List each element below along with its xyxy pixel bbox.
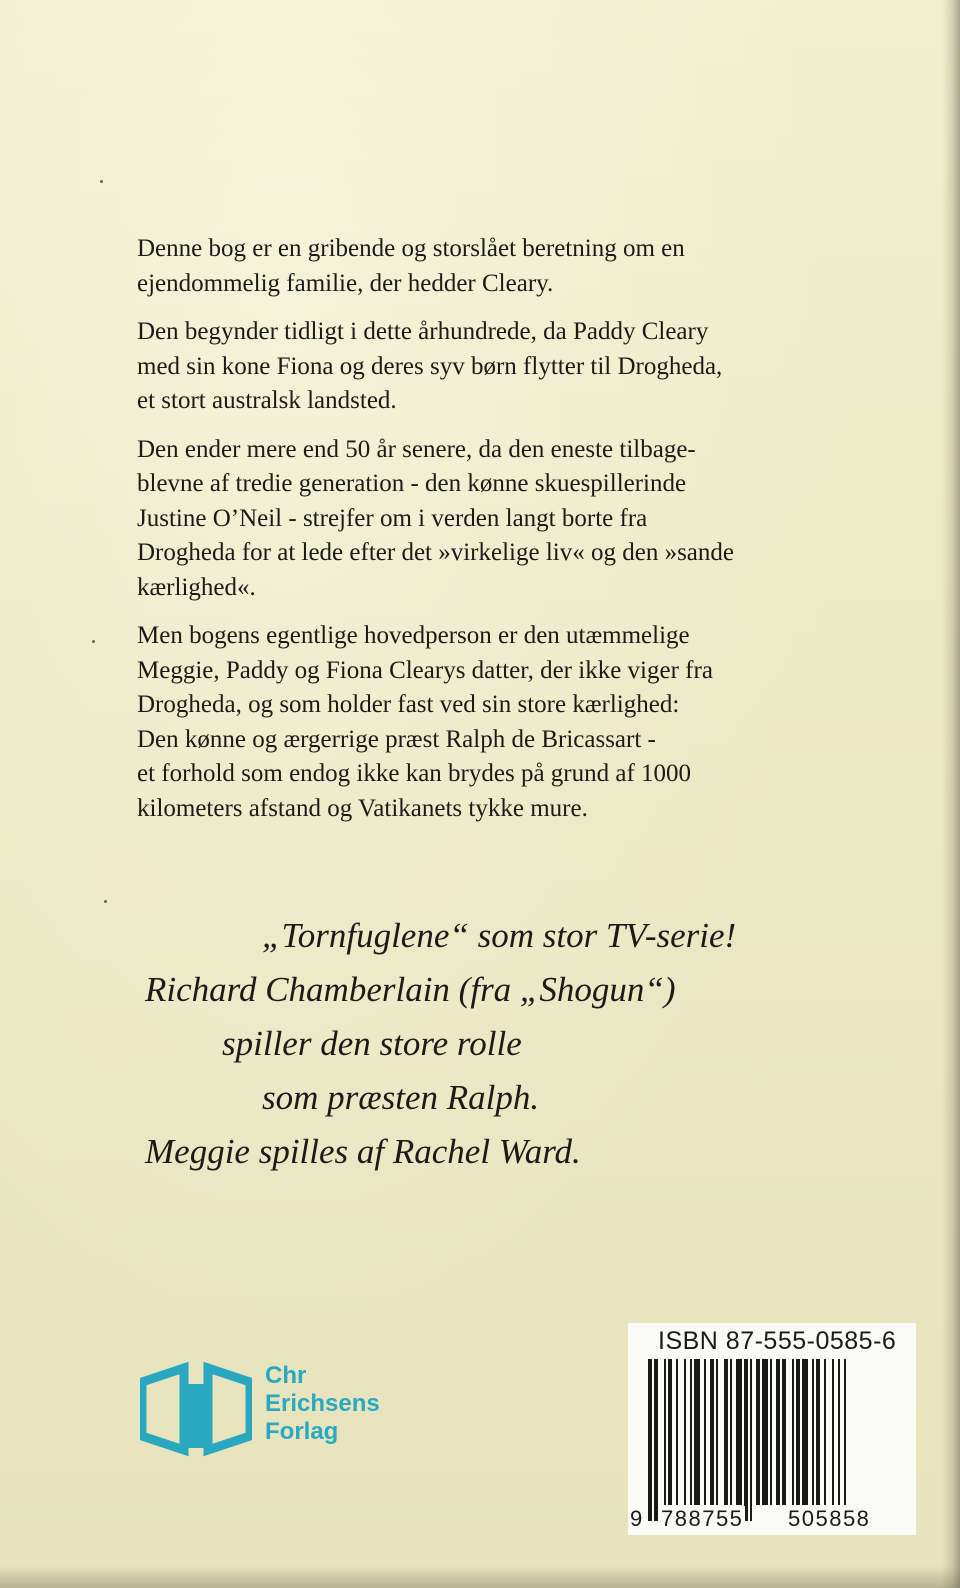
paper-speck xyxy=(100,180,103,183)
promo-line: Richard Chamberlain (fra „Shogun“) xyxy=(145,970,676,1009)
blurb-line: Meggie, Paddy og Fiona Clearys datter, der ikke viger fra xyxy=(137,656,713,684)
blurb-line: blevne af tredie generation - den kønne skuespillerinde xyxy=(137,470,687,497)
barcode-first-digit: 9 xyxy=(630,1506,643,1531)
blurb-line: Den ender mere end 50 år senere, da den eneste tilbage- xyxy=(137,435,696,463)
blurb-line: Denne bog er en gribende og storslået beretning om en xyxy=(137,235,685,262)
blurb-line: kilometers afstand og Vatikanets tykke mure. xyxy=(137,794,588,822)
barcode-left-digits: 788755 xyxy=(661,1506,744,1531)
publisher-block xyxy=(140,1362,400,1462)
blurb-line: kærlighed«. xyxy=(137,573,256,601)
paper-speck xyxy=(104,900,107,903)
promo-line: spiller den store rolle xyxy=(222,1024,522,1063)
cover-edge-shadow xyxy=(942,0,960,1588)
blurb-paragraph-4 xyxy=(137,619,857,826)
promo-line: Meggie spilles af Rachel Ward. xyxy=(145,1132,581,1171)
blurb-paragraph-3 xyxy=(137,433,857,606)
blurb-line: et forhold som endog ikke kan brydes på grund af 1000 xyxy=(137,760,692,787)
promo-line: som præsten Ralph. xyxy=(262,1078,540,1117)
blurb-line: Drogheda, og som holder fast ved sin store kærlighed: xyxy=(137,691,680,718)
barcode-icon xyxy=(648,1359,898,1521)
blurb-line: Men bogens egentlige hovedperson er den utæmmelige xyxy=(137,622,690,649)
blurb-line: med sin kone Fiona og deres syv børn flytter til Drogheda, xyxy=(137,352,723,380)
barcode-right-digits: 505858 xyxy=(788,1506,871,1531)
blurb-line: et stort australsk landsted. xyxy=(137,387,397,414)
blurb-line: ejendommelig familie, der hedder Cleary. xyxy=(137,269,554,297)
promo-line: „Tornfuglene“ som stor TV-serie! xyxy=(262,916,737,955)
open-book-logo-icon xyxy=(140,1362,252,1458)
blurb-line: Den begynder tidligt i dette århundrede, da Paddy Cleary xyxy=(137,318,709,345)
publisher-name-line: Chr xyxy=(265,1362,307,1389)
cover-edge-shadow xyxy=(0,1566,960,1588)
blurb-paragraph-1 xyxy=(137,232,857,301)
publisher-name-line: Forlag xyxy=(265,1418,339,1445)
blurb-line: Drogheda for at lede efter det »virkelige liv« og den »sande xyxy=(137,539,734,566)
publisher-name-line: Erichsens xyxy=(265,1390,380,1417)
blurb-line: Den kønne og ærgerrige præst Ralph de Bricassart - xyxy=(137,725,656,753)
paper-speck xyxy=(92,640,95,643)
isbn-barcode-label xyxy=(628,1323,916,1535)
blurb-paragraph-2 xyxy=(137,315,857,419)
isbn-number: ISBN 87-555-0585-6 xyxy=(658,1327,897,1355)
publisher-name xyxy=(265,1362,380,1446)
blurb-line: Justine O’Neil - strejfer om i verden langt borte fra xyxy=(137,504,648,532)
blurb-text xyxy=(137,232,857,840)
